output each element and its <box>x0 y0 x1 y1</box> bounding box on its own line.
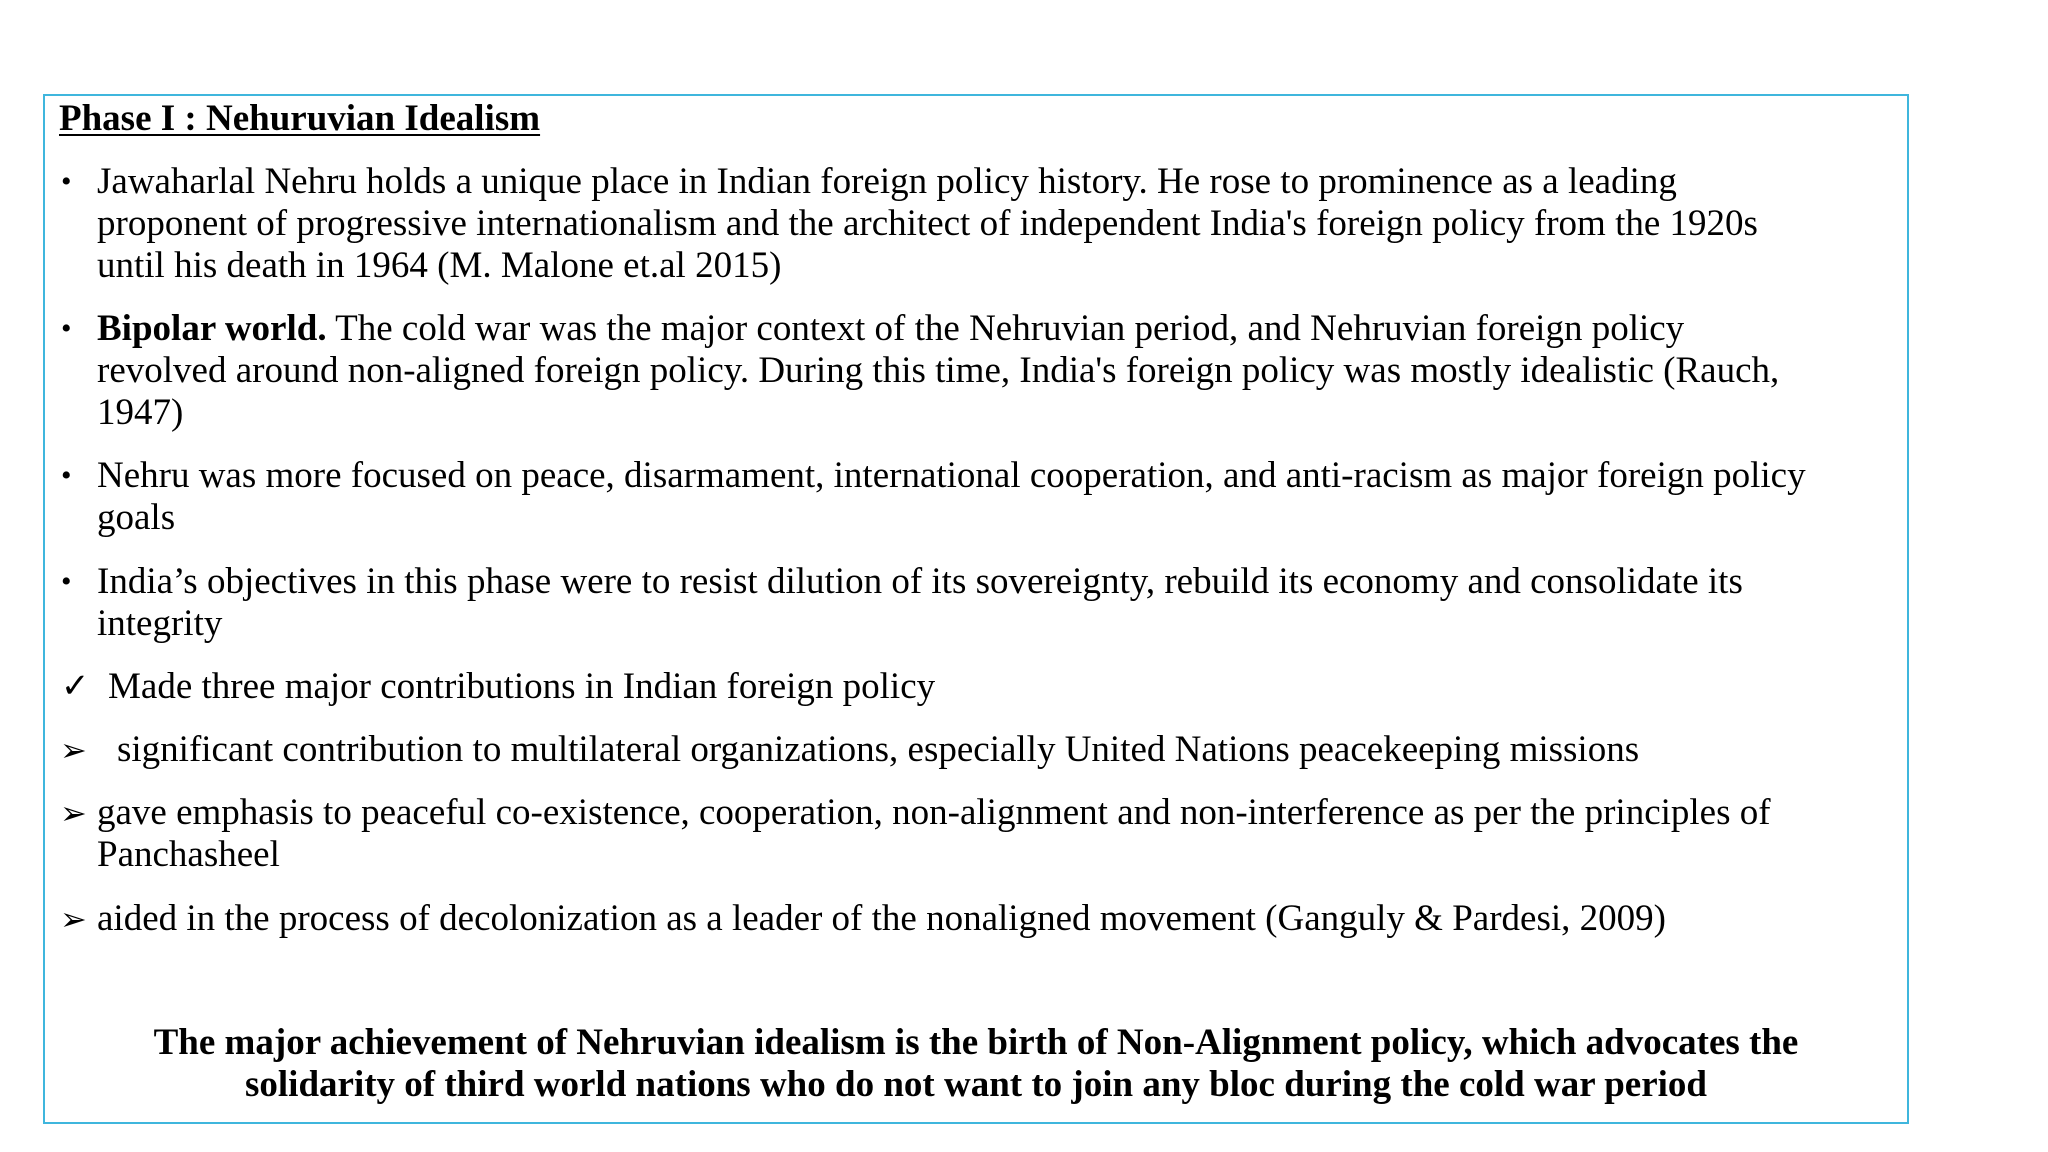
text-line: 1947) <box>97 392 184 433</box>
arrow-text <box>97 792 1947 876</box>
bullet-marker: • <box>61 565 72 598</box>
arrow-text <box>117 729 1967 771</box>
arrow-bullet-icon: ➢ <box>60 901 87 937</box>
check-text <box>108 666 1958 708</box>
arrow-bullet-icon: ➢ <box>60 732 87 768</box>
text-line: revolved around non-aligned foreign policy. During this time, India's foreign policy was mostly idealistic (Rauch, <box>97 350 1780 391</box>
text-line: integrity <box>97 603 223 644</box>
text-line: Panchasheel <box>97 834 280 875</box>
text-line: India’s objectives in this phase were to resist dilution of its sovereignty, rebuild its economy and consolidate its <box>97 561 1743 602</box>
bold-lead: Bipolar world. <box>97 308 327 349</box>
text-line: Nehru was more focused on peace, disarmament, international cooperation, and anti-racism as major foreign policy <box>97 455 1806 496</box>
conclusion-line: The major achievement of Nehruvian idealism is the birth of Non-Alignment policy, which advocates the <box>153 1022 1799 1063</box>
checkmark-icon: ✓ <box>61 668 90 705</box>
text-line: significant contribution to multilateral organizations, especially United Nations peacekeeping missions <box>117 729 1640 770</box>
text-line: gave emphasis to peaceful co-existence, cooperation, non-alignment and non-interference as per the principles of <box>97 792 1771 833</box>
line-rest: The cold war was the major context of the Nehruvian period, and Nehruvian foreign policy <box>326 308 1685 349</box>
text-line: Jawaharlal Nehru holds a unique place in Indian foreign policy history. He rose to prominence as a leading <box>97 161 1677 202</box>
text-line: aided in the process of decolonization as a leader of the nonaligned movement (Ganguly & Pardesi, 2009) <box>97 898 1666 939</box>
bullet-marker: • <box>61 312 72 345</box>
arrow-bullet-icon: ➢ <box>60 795 87 831</box>
bullet-text <box>97 161 1947 287</box>
bullet-marker: • <box>61 165 72 198</box>
bullet-marker: • <box>61 459 72 492</box>
text-line: goals <box>97 497 176 538</box>
text-line <box>97 308 1947 350</box>
text-line: proponent of progressive internationalism and the architect of independent India's foreign policy from the 1920s <box>97 203 1758 244</box>
text-line: Made three major contributions in Indian foreign policy <box>108 666 936 707</box>
phase-heading: Phase I : Nehuruvian Idealism <box>59 98 541 139</box>
arrow-text <box>97 898 1947 940</box>
conclusion-line: solidarity of third world nations who do not want to join any bloc during the cold war period <box>244 1064 1707 1105</box>
bullet-text <box>97 308 1947 434</box>
conclusion-statement <box>45 1022 1907 1106</box>
text-line: until his death in 1964 (M. Malone et.al 2015) <box>97 245 782 286</box>
bullet-text <box>97 455 1947 539</box>
bullet-text <box>97 561 1947 645</box>
